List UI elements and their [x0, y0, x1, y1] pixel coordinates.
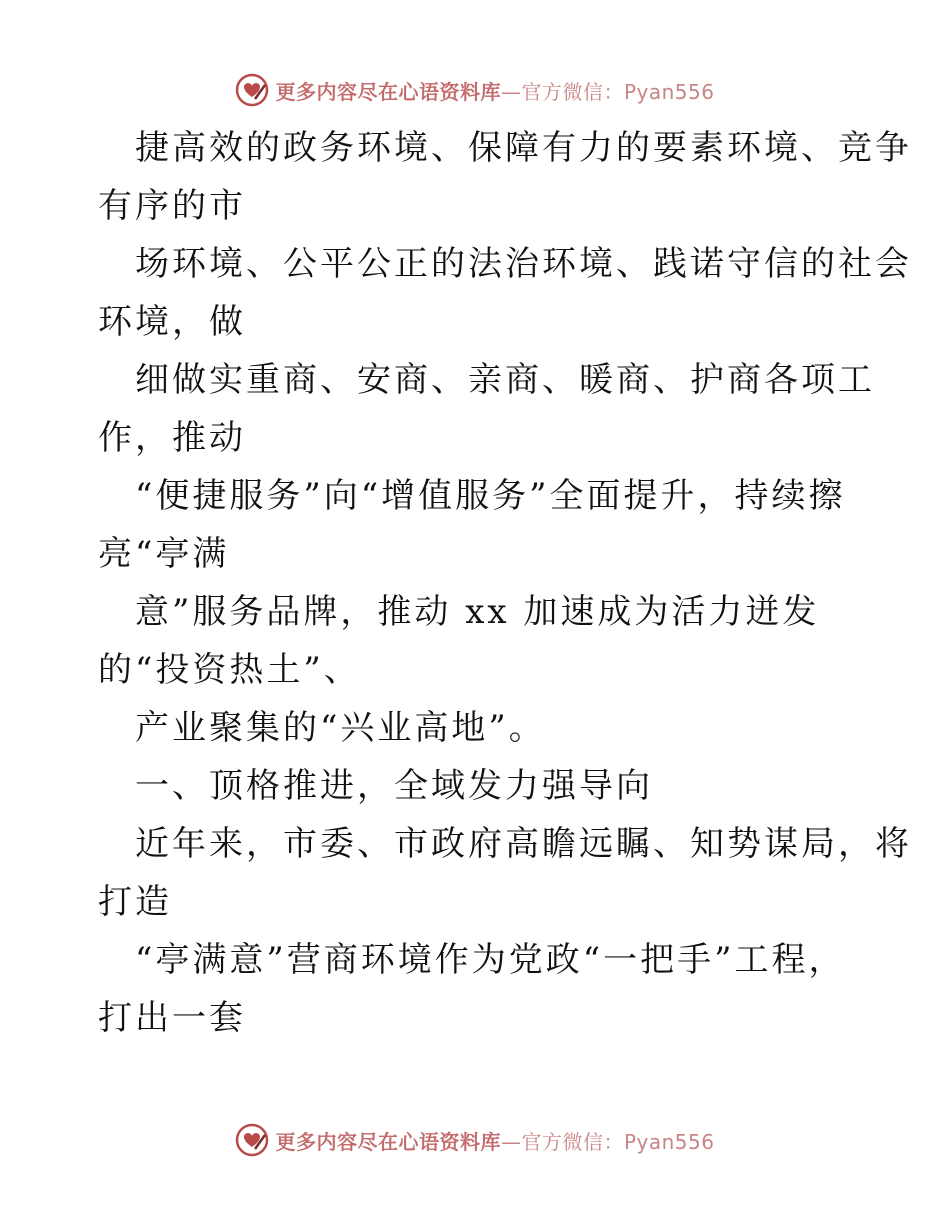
heart-pen-logo-icon — [235, 73, 269, 107]
text-line: “便捷服务”向“增值服务”全面提升，持续擦 — [135, 476, 846, 516]
text-line: 有序的市 — [98, 186, 246, 226]
section-heading: 一、顶格推进，全域发力强导向 — [135, 766, 653, 806]
watermark-text — [275, 76, 714, 105]
footer-watermark — [0, 1120, 950, 1160]
text-line: 场环境、公平公正的法治环境、践诺守信的社会 — [135, 244, 912, 284]
text-line: 捷高效的政务环境、保障有力的要素环境、竞争 — [135, 128, 912, 168]
text-line: 环境，做 — [98, 302, 246, 342]
text-line: 亮“亭满 — [98, 534, 230, 574]
text-line: 作，推动 — [98, 418, 246, 458]
watermark-contact-text: —官方微信：Pyan556 — [500, 1129, 715, 1154]
text-line: 的“投资热土”、 — [98, 650, 361, 690]
text-line: 产业聚集的“兴业高地”。 — [135, 708, 546, 748]
text-line: “亭满意”营商环境作为党政“一把手”工程， — [135, 940, 846, 980]
header-watermark — [0, 70, 950, 110]
watermark-main-text: 更多内容尽在心语资料库 — [275, 79, 501, 104]
watermark-main-text: 更多内容尽在心语资料库 — [275, 1129, 501, 1154]
text-line: 打造 — [98, 882, 172, 922]
watermark-text — [275, 1126, 714, 1155]
text-line: 意”服务品牌，推动 xx 加速成为活力迸发 — [135, 592, 820, 632]
text-line: 近年来，市委、市政府高瞻远瞩、知势谋局，将 — [135, 824, 912, 864]
text-line: 细做实重商、安商、亲商、暖商、护商各项工 — [135, 360, 875, 400]
heart-pen-logo-icon — [235, 1123, 269, 1157]
watermark-contact-text: —官方微信：Pyan556 — [500, 79, 715, 104]
text-line: 打出一套 — [98, 998, 246, 1038]
